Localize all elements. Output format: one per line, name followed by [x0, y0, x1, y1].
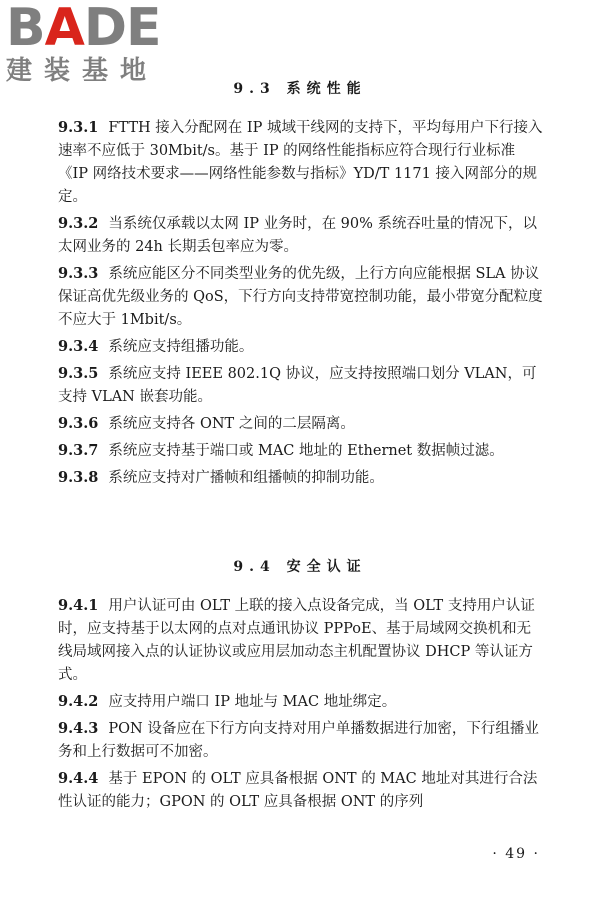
clause-9-3-1: 9.3.1 FTTH 接入分配网在 IP 城域干线网的支持下，平均每用户下行接入速率不应低于 30Mbit/s。基于 IP 的网络性能指标应符合现行行业标准《IP 网络技术要求——网络性能参数与指标》YD/T 1171 接入网部分的规定。: [58, 119, 543, 205]
clause-9-3-8: 9.3.8 系统应支持对广播帧和组播帧的抑制功能。: [58, 469, 384, 486]
page-number: · 49 ·: [492, 846, 540, 862]
clause-9-3-2: 9.3.2 当系统仅承载以太网 IP 业务时，在 90% 系统吞吐量的情况下，以太网业务的 24h 长期丢包率应为零。: [58, 215, 538, 255]
section-heading-9-3: 9.3 系统性能: [233, 81, 367, 97]
section-heading-9-4: 9.4 安全认证: [233, 559, 367, 575]
clause-9-4-2: 9.4.2 应支持用户端口 IP 地址与 MAC 地址绑定。: [58, 693, 397, 710]
clause-9-3-4: 9.3.4 系统应支持组播功能。: [58, 338, 254, 355]
clause-9-4-3: 9.4.3 PON 设备应在下行方向支持对用户单播数据进行加密，下行组播业务和上行数据可不加密。: [58, 720, 539, 760]
clause-9-4-1: 9.4.1 用户认证可由 OLT 上联的接入点设备完成，当 OLT 支持用户认证时，应支持基于以太网的点对点通讯协议 PPPoE、基于局域网交换机和无线局域网接入点的认证协议或应用层加动态主机配置协议 DHCP 等认证方式。: [58, 597, 535, 683]
clause-9-3-5: 9.3.5 系统应支持 IEEE 802.1Q 协议，应支持按照端口划分 VLAN，可支持 VLAN 嵌套功能。: [58, 365, 537, 405]
section-9-3-body: [58, 116, 544, 493]
clause-9-3-6: 9.3.6 系统应支持各 ONT 之间的二层隔离。: [58, 415, 355, 432]
clause-9-4-4: 9.4.4 基于 EPON 的 OLT 应具备根据 ONT 的 MAC 地址对其进行合法性认证的能力；GPON 的 OLT 应具备根据 ONT 的序列: [58, 770, 538, 810]
bade-logo: [6, 2, 186, 88]
logo-subtitle: 建装基地: [6, 56, 159, 86]
clause-9-3-7: 9.3.7 系统应支持基于端口或 MAC 地址的 Ethernet 数据帧过滤。: [58, 442, 504, 459]
clause-9-3-3: 9.3.3 系统应能区分不同类型业务的优先级，上行方向应能根据 SLA 协议保证高优先级业务的 QoS，下行方向支持带宽控制功能，最小带宽分配粒度不应大于 1Mbit/s。: [58, 265, 543, 328]
section-9-4-body: [58, 594, 544, 817]
logo-wordmark: BADE: [6, 0, 161, 58]
